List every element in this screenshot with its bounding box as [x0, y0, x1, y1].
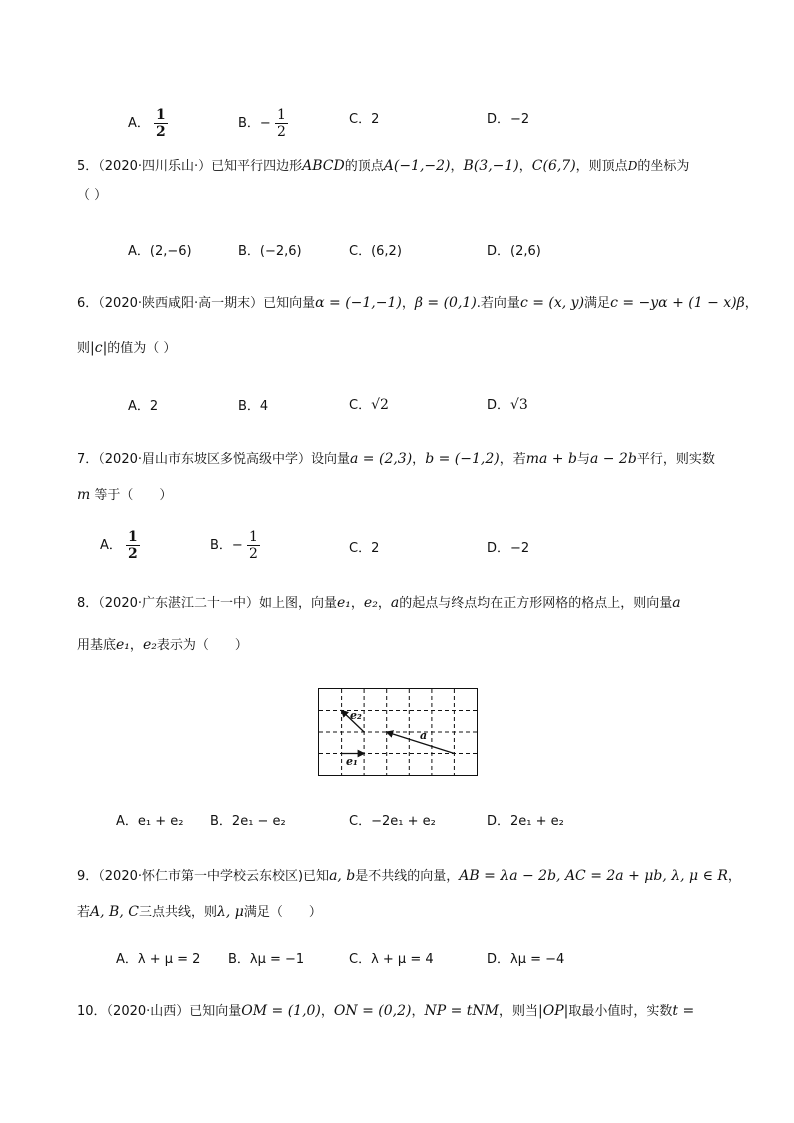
- stem-text: 等于（ ）: [94, 488, 173, 503]
- q5-option-b: B．(−2,6): [238, 244, 302, 259]
- vector-grid-figure: [318, 688, 478, 776]
- q9-stem-line2: [77, 903, 322, 922]
- stem-text: 6．（2020·陕西咸阳·高一期末）已知向量: [77, 296, 316, 311]
- vector-a: a: [672, 595, 681, 611]
- point-d: D: [627, 159, 638, 173]
- numerator: 1: [248, 529, 258, 545]
- option-label: A．: [100, 538, 122, 553]
- stem-text: ，若: [499, 452, 526, 467]
- q5-option-c: C．(6,2): [349, 244, 402, 259]
- q7-option-a: [100, 529, 140, 562]
- stem-text: 则: [77, 341, 91, 356]
- vector-relations: AB = λa − 2b, AC = 2a + μb, λ, μ ∈ R: [459, 868, 728, 884]
- stem-text: 是不共线的向量，: [355, 869, 460, 884]
- stem-text: 若: [77, 905, 91, 920]
- vector-e1: e₁: [116, 637, 130, 653]
- q6-option-c: [349, 394, 389, 413]
- numerator: 1: [156, 107, 166, 123]
- minus-sign: −: [259, 116, 271, 131]
- fraction: [247, 529, 260, 562]
- q9-option-d: D．λμ = −4: [487, 952, 565, 967]
- sqrt-two: √2: [371, 397, 389, 413]
- option-label: A．: [128, 116, 150, 131]
- q9-option-a: A．λ + μ = 2: [116, 952, 201, 967]
- q5-option-d: D．(2,6): [487, 244, 541, 259]
- q4-option-a: [128, 107, 168, 140]
- fraction: [126, 529, 140, 562]
- q4-option-d: D．−2: [487, 112, 530, 127]
- q8-option-b: B．2e₁ − e₂: [210, 814, 286, 829]
- stem-text: 三点共线，则: [138, 905, 217, 920]
- var-t: t =: [672, 1003, 695, 1019]
- stem-text: 9．（2020·怀仁市第一中学校云东校区)已知: [77, 869, 330, 884]
- label-e2: e₂: [350, 709, 362, 722]
- q4-option-c: C．2: [349, 112, 380, 127]
- q8-option-a: A．e₁ + e₂: [116, 814, 184, 829]
- stem-text: ，则顶点: [575, 159, 628, 174]
- fraction: [154, 107, 168, 140]
- q7-option-c: C．2: [349, 541, 380, 556]
- expr-a-minus-2b: a − 2b: [589, 451, 637, 467]
- q9-option-b: B．λμ = −1: [228, 952, 305, 967]
- stem-text: .若向量: [476, 296, 520, 311]
- vector-e2: e₂: [363, 595, 378, 611]
- stem-text: 与: [576, 452, 590, 467]
- q8-option-d: D．2e₁ + e₂: [487, 814, 564, 829]
- numerator: 1: [128, 529, 138, 545]
- q8-option-c: C．−2e₁ + e₂: [349, 814, 436, 829]
- q6-stem: 6．（2020·陕西咸阳·高一期末）已知向量α = (−1,−1)，β = (0,1).若向量c = (x, y)满足c = −yα + (1 − x)β，: [77, 295, 758, 311]
- vector-om: OM = (1,0): [241, 1003, 321, 1019]
- point-c: C(6,7): [531, 158, 576, 174]
- math-abcd: ABCD: [302, 158, 345, 174]
- q7-option-d: D．−2: [487, 541, 530, 556]
- q7-stem: 7．（2020·眉山市东坡区多悦高级中学）设向量a = (2,3)，b = (−1,2)，若ma + b与a − 2b平行，则实数: [77, 451, 715, 467]
- vector-a: a: [390, 595, 400, 611]
- stem-text: 的起点与终点均在正方形网格的格点上，则向量: [399, 596, 673, 611]
- denominator: 2: [276, 124, 286, 140]
- stem-text: 用基底: [77, 638, 117, 653]
- stem-text: 的值为（ ）: [107, 341, 177, 356]
- q5-answer-paren: （ ）: [77, 188, 108, 203]
- q5-stem: 5．（2020·四川乐山·）已知平行四边形ABCD的顶点A(−1,−2)，B(3,−1)，C(6,7)，则顶点D的坐标为: [77, 158, 690, 174]
- vector-beta: β = (0,1): [414, 295, 477, 311]
- q9-stem: 9．（2020·怀仁市第一中学校云东校区)已知a, b是不共线的向量，AB = λa − 2b, AC = 2a + μb, λ, μ ∈ R，: [77, 868, 741, 884]
- q7-option-b: [210, 529, 260, 562]
- denominator: 2: [128, 546, 138, 562]
- vector-on: ON = (0,2): [333, 1003, 412, 1019]
- stem-text: ，则当: [499, 1004, 539, 1019]
- q7-stem-line2: [77, 486, 172, 505]
- label-a: a: [420, 729, 428, 742]
- stem-text: 取最小值时，实数: [568, 1004, 673, 1019]
- vector-a: a = (2,3): [350, 451, 413, 467]
- abs-c: |c|: [90, 340, 108, 356]
- params-lambda-mu: λ, μ: [216, 904, 244, 920]
- stem-text: 8．（2020·广东湛江二十一中）如上图，向量: [77, 596, 337, 611]
- vector-np: NP = tNM: [424, 1003, 499, 1019]
- vector-relation: c = −yα + (1 − x)β: [610, 295, 745, 311]
- option-label: C．: [349, 398, 372, 413]
- stem-text: 的顶点: [344, 159, 384, 174]
- fraction: [275, 107, 288, 140]
- option-label: B．: [238, 116, 260, 131]
- q6-option-d: [487, 394, 528, 413]
- point-a: A(−1,−2): [383, 158, 451, 174]
- minus-sign: −: [231, 538, 243, 553]
- q5-option-a: A．(2,−6): [128, 244, 192, 259]
- q4-option-b: [238, 107, 288, 140]
- q6-option-b: B．4: [238, 399, 269, 414]
- q8-stem-line2: 用基底e₁，e₂表示为（ ）: [77, 637, 248, 653]
- stem-text: 7．（2020·眉山市东坡区多悦高级中学）设向量: [77, 452, 350, 467]
- denominator: 2: [156, 124, 166, 140]
- denominator: 2: [248, 546, 258, 562]
- grid-svg: [319, 689, 477, 775]
- vector-e2: e₂: [142, 637, 157, 653]
- point-b: B(3,−1): [463, 158, 519, 174]
- q6-stem-line2: [77, 339, 176, 358]
- grid-lines: [319, 689, 477, 775]
- vector-c: c = (x, y): [519, 295, 585, 311]
- option-label: D．: [487, 398, 511, 413]
- stem-text: 5．（2020·四川乐山·）已知平行四边形: [77, 159, 303, 174]
- stem-text: 表示为（ ）: [156, 638, 248, 653]
- expr-ma-plus-b: ma + b: [525, 451, 577, 467]
- stem-text: 的坐标为: [637, 159, 690, 174]
- stem-text: 满足（ ）: [243, 905, 322, 920]
- q10-stem: 10．（2020·山西）已知向量OM = (1,0)，ON = (0,2)，NP = tNM，则当|OP|取最小值时，实数t =: [77, 1003, 695, 1019]
- stem-text: 平行，则实数: [636, 452, 715, 467]
- vectors-ab: a, b: [329, 868, 356, 884]
- var-m: m: [77, 487, 91, 503]
- q9-option-c: C．λ + μ = 4: [349, 952, 434, 967]
- points-abc: A, B, C: [90, 904, 139, 920]
- vector-e1: e₁: [337, 595, 351, 611]
- numerator: 1: [276, 107, 286, 123]
- vector-alpha: α = (−1,−1): [315, 295, 402, 311]
- option-label: B．: [210, 538, 232, 553]
- q8-stem: 8．（2020·广东湛江二十一中）如上图，向量e₁，e₂，a的起点与终点均在正方形网格的格点上，则向量a: [77, 595, 681, 611]
- sqrt-three: √3: [510, 397, 528, 413]
- stem-text: 满足: [584, 296, 611, 311]
- q6-option-a: A．2: [128, 399, 159, 414]
- stem-text: 10．（2020·山西）已知向量: [77, 1004, 242, 1019]
- label-e1: e₁: [346, 755, 358, 768]
- abs-op: |OP|: [538, 1003, 569, 1019]
- vector-b: b = (−1,2): [425, 451, 500, 467]
